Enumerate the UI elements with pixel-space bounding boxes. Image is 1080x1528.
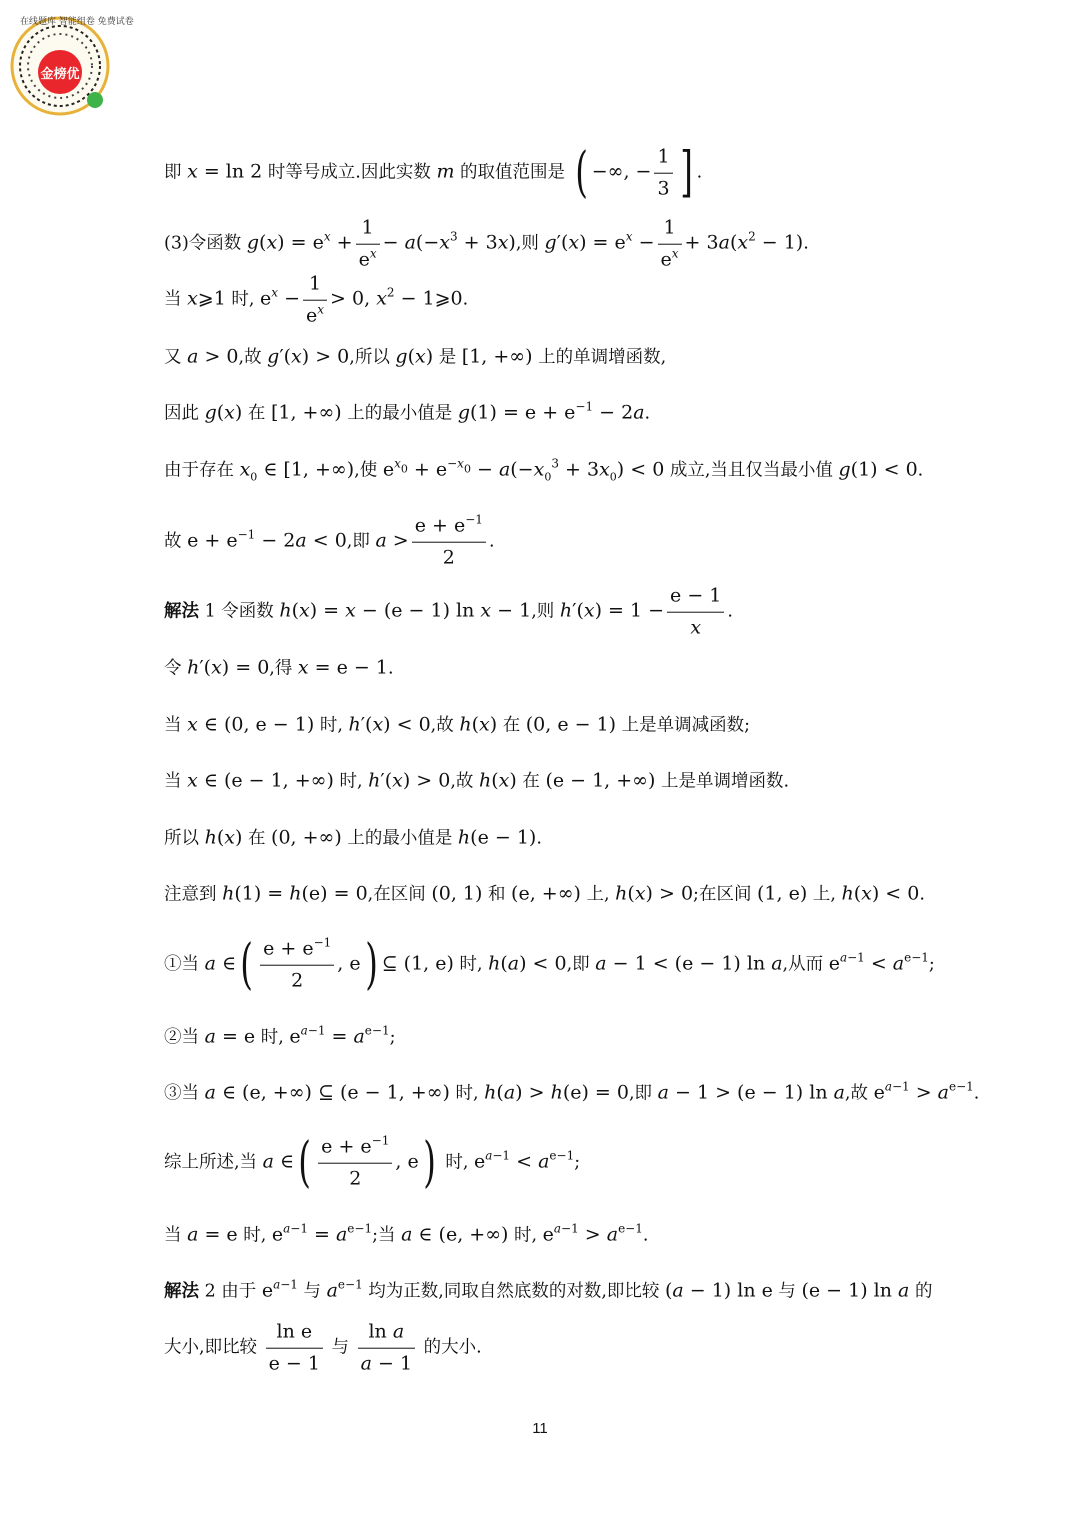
svg-text:在线题库 智能组卷 免费试卷: 在线题库 智能组卷 免费试卷 <box>20 17 134 27</box>
text-line: 当 x⩾1 时, $e^x$ − $\frac{1}{e^x}$ > 0, $x^2$ − 1⩾0. <box>164 272 469 327</box>
logo-text: 金榜优 <box>40 67 80 82</box>
qr-logo <box>8 8 134 120</box>
text-line: 令 h′(x) = 0,得 x = e − 1. <box>164 656 394 679</box>
text-line: 即 x = ln 2 时等号成立.因此实数 m 的取值范围是 ( −∞, − $\frac{1}{3}$ ] . <box>164 141 703 204</box>
text-line: (3)令函数 $g(x) = e^x$ + $\frac{1}{e^x}$ − $a(-x^3 + 3x)$,则 $g'(x) = e^x$ − $\frac{1}{e^x}$ + $3a(x^2 - 1)$. <box>164 216 809 271</box>
text-line: 当 a = e 时, $e^{a-1} = a^{e-1}$;当 a ∈ (e, +∞) 时, $e^{a-1} > a^{e-1}$. <box>164 1221 649 1246</box>
text-line: 当 x ∈ (e − 1, +∞) 时, h′(x) > 0,故 h(x) 在 (e − 1, +∞) 上是单调增函数. <box>164 769 790 792</box>
text-line: ②当 a = e 时, $e^{a-1} = a^{e-1}$; <box>164 1023 396 1048</box>
text-line: 解法 2 由于 $e^{a-1}$ 与 $a^{e-1}$ 均为正数,同取自然底数的对数,即比较 (a − 1) ln e 与 (e − 1) ln a 的 <box>164 1277 933 1302</box>
text-line: 又 a > 0,故 g′(x) > 0,所以 g(x) 是 [1, +∞) 上的单调增函数, <box>164 345 667 368</box>
text-line: 当 x ∈ (0, e − 1) 时, h′(x) < 0,故 h(x) 在 (0, e − 1) 上是单调减函数; <box>164 713 751 736</box>
text-line: 故 $e + e^{-1} - 2a < 0$,即 a > $\frac{e + e^{-1}}{2}$ . <box>164 512 495 569</box>
text-line: ①当 a ∈( $\frac{e + e^{-1}}{2}$ , e) ⊆ (1, e) 时, h(a) < 0,即 a − 1 < (e − 1) ln a,从而 $e^{a-1} < a^{e-1}$; <box>164 933 935 996</box>
text-line: ③当 a ∈ (e, +∞) ⊆ (e − 1, +∞) 时, h(a) > h(e) = 0,即 a − 1 > (e − 1) ln a,故 $e^{a-1} > a^{e-1}$. <box>164 1079 980 1104</box>
text-line: 由于存在 $x_0$ ∈ [1, +∞),使 $e^{x_0} + e^{-x_0} - a(-x_0^3 + 3x_0) < 0$ 成立,当且仅当最小值 g(1) < 0. <box>164 456 924 484</box>
text-line: 解法 1 令函数 h(x) = x − (e − 1) ln x − 1,则 h′(x) = 1 − $\frac{e - 1}{x}$ . <box>164 584 733 639</box>
page-number: 11 <box>532 1420 548 1437</box>
text-line: 因此 g(x) 在 [1, +∞) 上的最小值是 $g(1) = e + e^{-1} - 2a$. <box>164 399 651 424</box>
text-line: 大小,即比较 $\frac{\text{ln e}}{e - 1}$ 与 $\frac{\text{ln a}}{a - 1}$ 的大小. <box>164 1320 482 1375</box>
text-line: 综上所述,当 a ∈( $\frac{e + e^{-1}}{2}$ , e) 时, $e^{a-1} < a^{e-1}$; <box>164 1131 581 1194</box>
text-line: 所以 h(x) 在 (0, +∞) 上的最小值是 h(e − 1). <box>164 826 542 849</box>
text-line: 注意到 h(1) = h(e) = 0,在区间 (0, 1) 和 (e, +∞) 上, h(x) > 0;在区间 (1, e) 上, h(x) < 0. <box>164 882 925 905</box>
